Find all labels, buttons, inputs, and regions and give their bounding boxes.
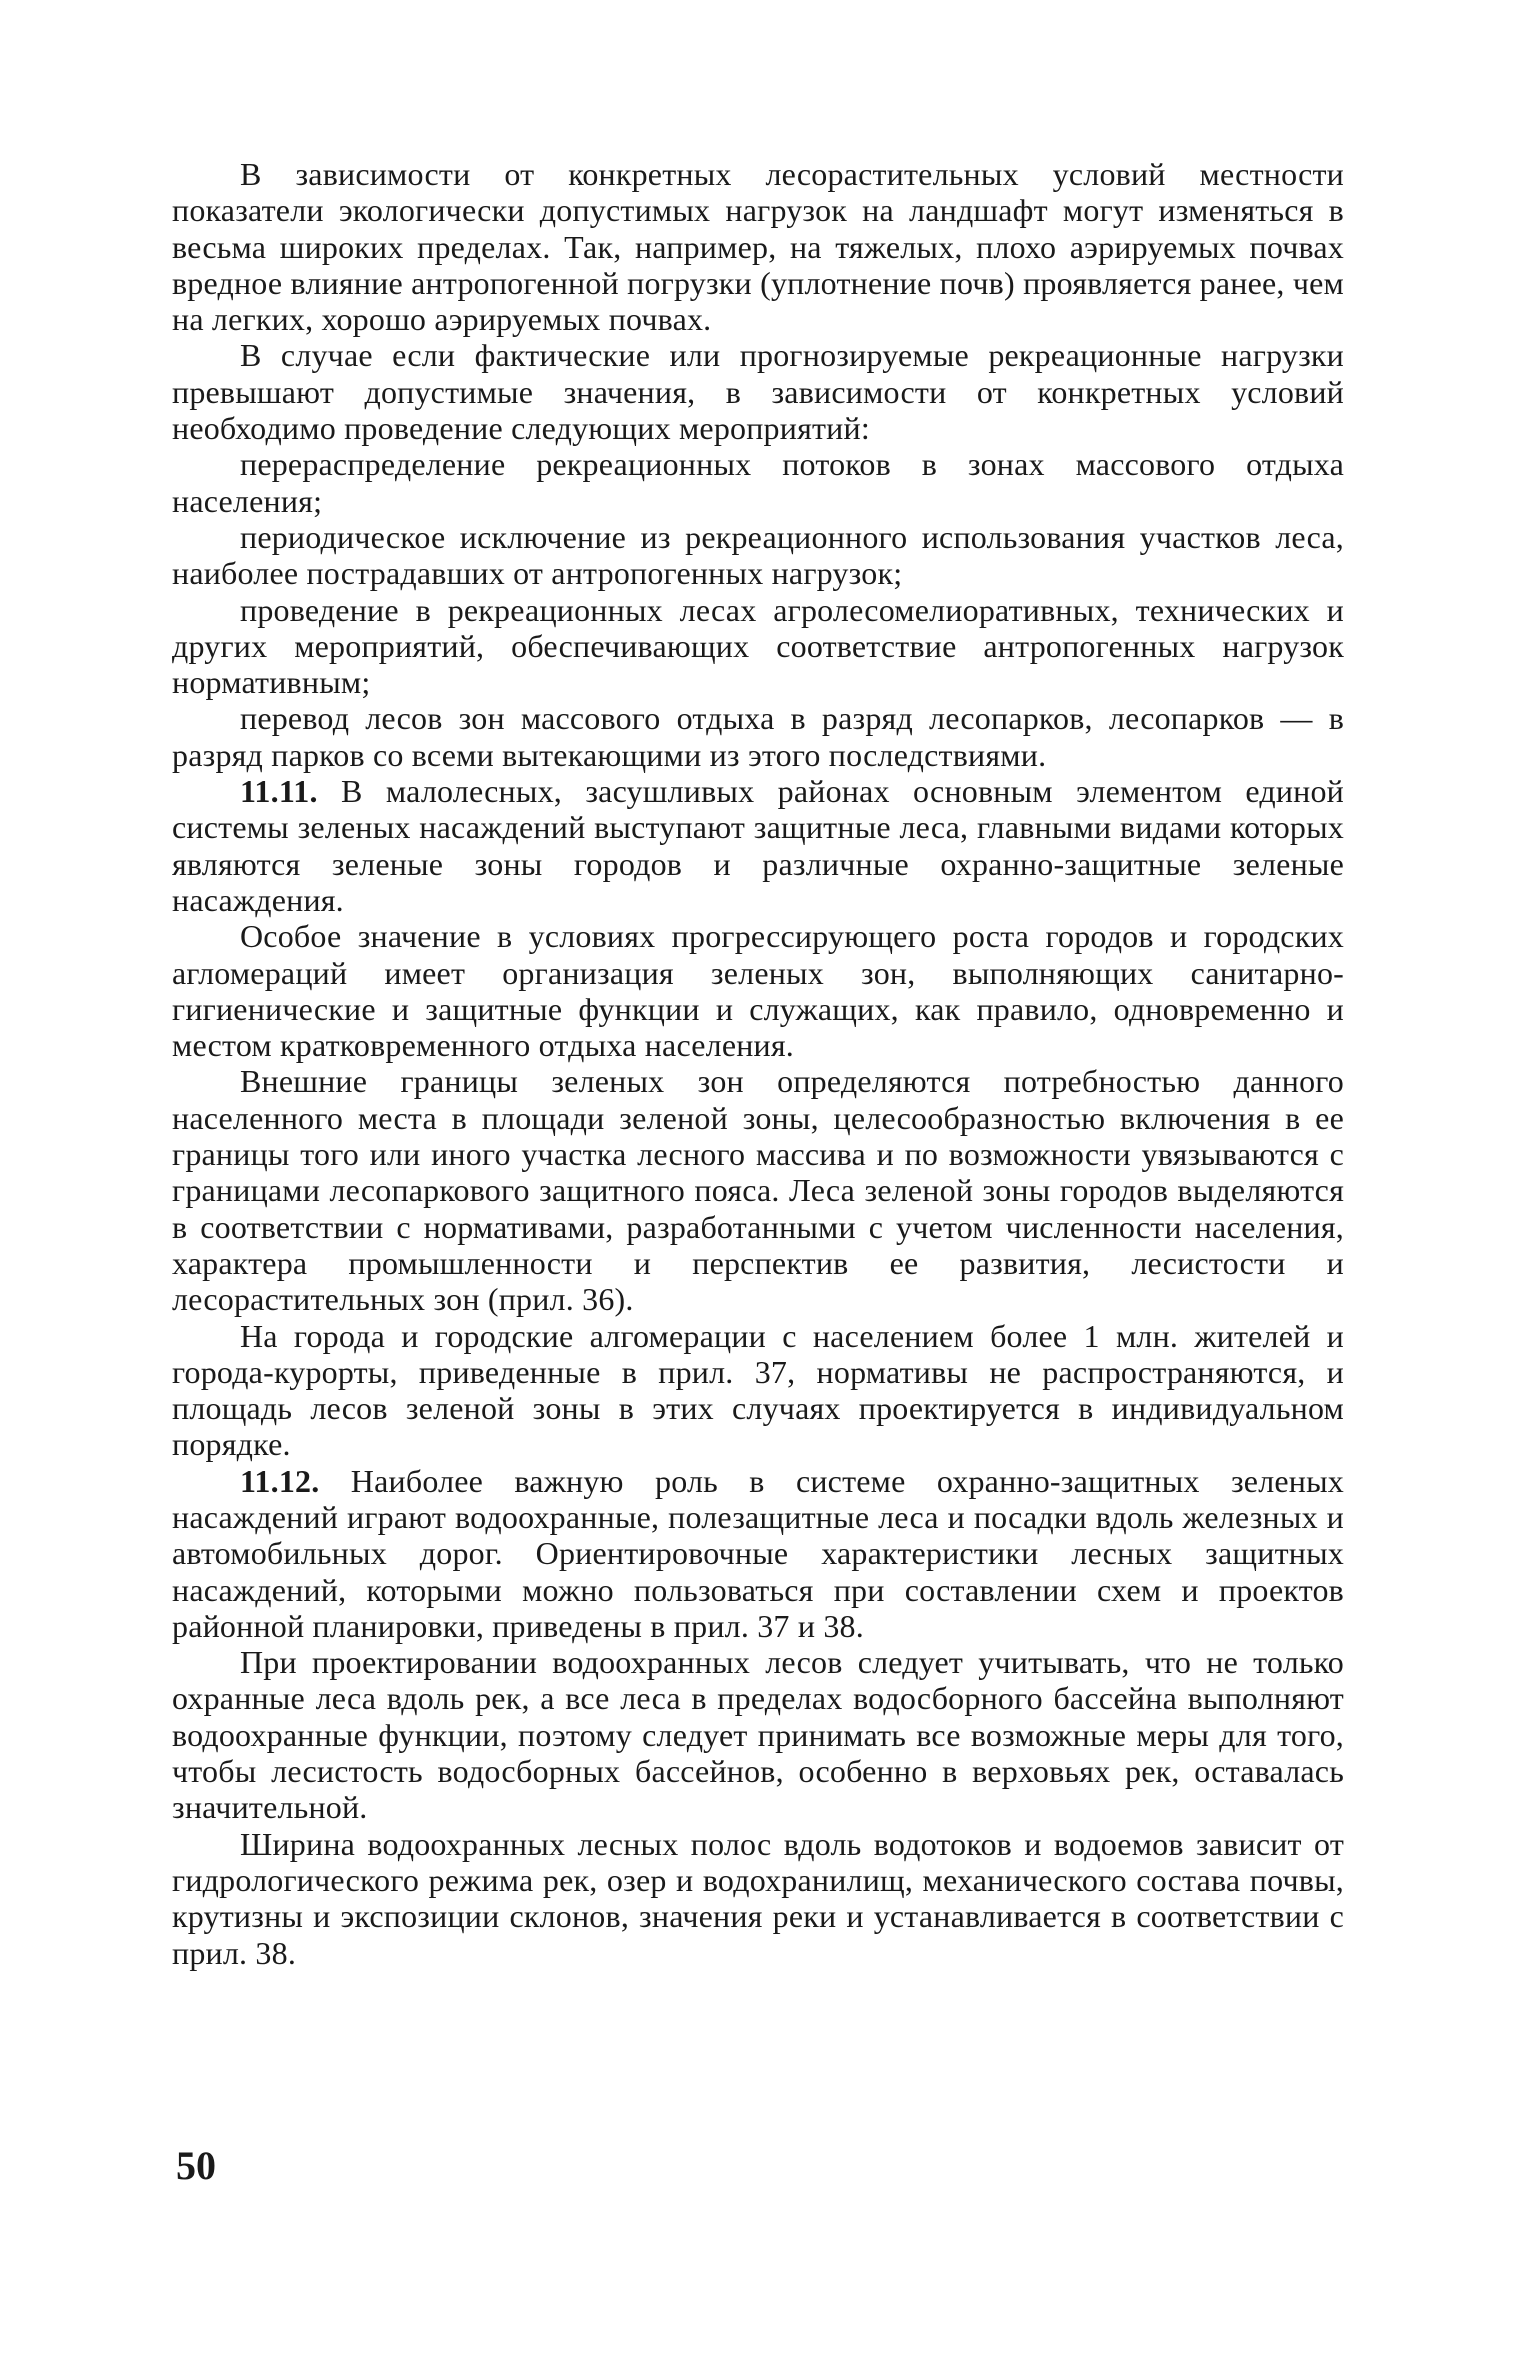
paragraph: На города и городские алгомерации с населением более 1 млн. жителей и города-курорты, приведенные в прил. 37, нормативы не распространяются, и площадь лесов зеленой зоны в этих случаях проектируется в индивидуальном порядке. xyxy=(172,1317,1344,1463)
paragraph: В зависимости от конкретных лесорастительных условий местности показатели экологически допустимых нагрузок на ландшафт могут изменяться в весьма широких пределах. Так, например, на тяжелых, плохо аэрируемых почвах вредное влияние антропогенной погрузки (уплотнение почв) проявляется ранее, чем на легких, хорошо аэрируемых почвах. xyxy=(172,156,1344,338)
paragraph: проведение в рекреационных лесах агролесомелиоративных, технических и других мероприятий, обеспечивающих соответствие антропогенных нагрузок нормативным; xyxy=(172,591,1344,701)
paragraph: перераспределение рекреационных потоков в зонах массового отдыха населения; xyxy=(172,446,1344,519)
paragraph: Внешние границы зеленых зон определяются потребностью данного населенного места в площади зеленой зоны, целесообразностью включения в ее границы того или иного участка лесного массива и по возможности увязываются с границами лесопаркового защитного пояса. Леса зеленой зоны городов выделяются в соответствии с нормативами, разработанными с учетом численности населения, характера промышленности и перспектив ее развития, лесистости и лесорастительных зон (прил. 36). xyxy=(172,1063,1344,1318)
paragraph: При проектировании водоохранных лесов следует учитывать, что не только охранные леса вдоль рек, а все леса в пределах водосборного бассейна выполняют водоохранные функции, поэтому следует принимать все возможные меры для того, чтобы лесистость водосборных бассейнов, особенно в верховьях рек, оставалась значительной. xyxy=(172,1644,1344,1826)
paragraph-section xyxy=(172,1463,1344,1644)
paragraph: Особое значение в условиях прогрессирующего роста городов и городских агломераций имеет организация зеленых зон, выполняющих санитарно-гигиенические и защитные функции и служащих, как правило, одновременно и местом кратковременного отдыха населения. xyxy=(172,918,1344,1064)
page-number: 50 xyxy=(176,2143,216,2188)
paragraph: перевод лесов зон массового отдыха в разряд лесопарков, лесопарков — в разряд парков со всеми вытекающими из этого последствиями. xyxy=(172,700,1344,773)
section-number: 11.11. xyxy=(240,773,318,810)
section-number: 11.12. xyxy=(240,1462,320,1499)
paragraph-text: В малолесных, засушливых районах основным элементом единой системы зеленых насаждений выступают защитные леса, главными видами которых являются зеленые зоны городов и различные охранно-защитные зеленые насаждения. xyxy=(172,773,1344,918)
paragraph-section xyxy=(172,773,1344,918)
paragraph-text: Наиболее важную роль в системе охранно-защитных зеленых насаждений играют водоохранные, полезащитные леса и посадки вдоль железных и автомобильных дорог. Ориентировочные характеристики лесных защитных насаждений, которыми можно пользоваться при составлении схем и проектов районной планировки, приведены в прил. 37 и 38. xyxy=(172,1462,1345,1644)
paragraph: В случае если фактические или прогнозируемые рекреационные нагрузки превышают допустимые значения, в зависимости от конкретных условий необходимо проведение следующих мероприятий: xyxy=(172,337,1344,447)
paragraph: Ширина водоохранных лесных полос вдоль водотоков и водоемов зависит от гидрологического режима рек, озер и водохранилищ, механического состава почвы, крутизны и экспозиции склонов, значения реки и устанавливается в соответствии с прил. 38. xyxy=(172,1825,1344,1971)
paragraph: периодическое исключение из рекреационного использования участков леса, наиболее пострадавших от антропогенных нагрузок; xyxy=(172,518,1344,592)
page-body xyxy=(172,156,1344,1971)
